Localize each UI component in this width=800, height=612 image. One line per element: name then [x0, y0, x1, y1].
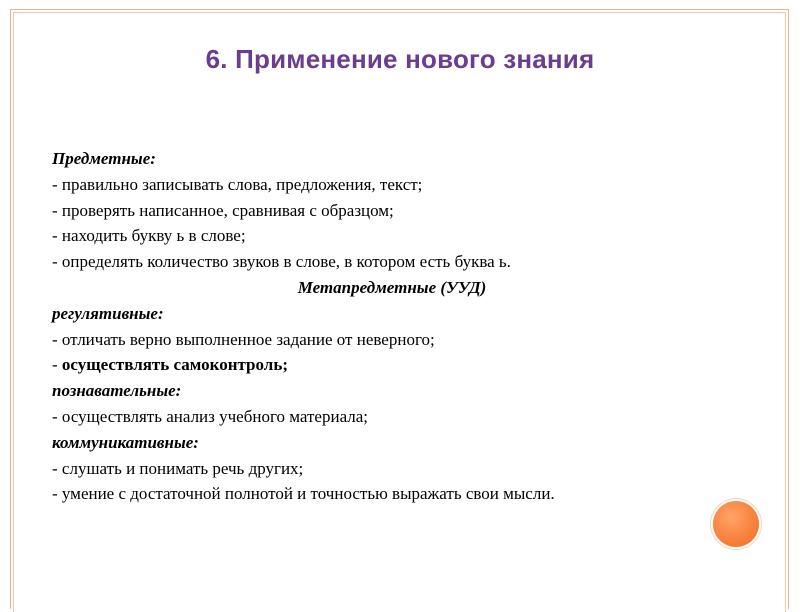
slide-body	[52, 146, 732, 507]
line-text: - слушать и понимать речь других;	[52, 458, 304, 478]
line-text: - правильно записывать слова, предложения, текст;	[52, 174, 423, 194]
line-text: - находить букву ь в слове;	[52, 226, 246, 246]
orange-circle-decoration	[713, 501, 759, 547]
text-line	[52, 172, 732, 198]
line-text: познавательные:	[52, 381, 182, 401]
line-prefix: -	[52, 355, 62, 375]
text-line	[52, 378, 732, 404]
line-text: - умение с достаточной полнотой и точностью выражать свои мысли.	[52, 484, 555, 504]
line-text: коммуникативные:	[52, 432, 199, 452]
line-text: - осуществлять анализ учебного материала;	[52, 406, 369, 426]
text-line	[52, 301, 732, 327]
line-text: Метапредметные (УУД)	[297, 277, 487, 297]
text-line	[52, 275, 732, 301]
line-text: регулятивные:	[52, 303, 164, 323]
text-line	[52, 223, 732, 249]
line-text: Предметные:	[52, 149, 156, 168]
text-line	[52, 430, 732, 456]
text-line	[52, 481, 732, 507]
line-text: - определять количество звуков в слове, в котором есть буква ь.	[52, 252, 511, 272]
text-line	[52, 249, 732, 275]
slide-title: 6. Применение нового знания	[205, 44, 595, 74]
text-line	[52, 404, 732, 430]
text-line	[52, 456, 732, 482]
line-text: - проверять написанное, сравнивая с образцом;	[52, 200, 394, 220]
text-line	[52, 146, 732, 172]
text-line	[52, 352, 732, 378]
text-line	[52, 198, 732, 224]
line-text: осуществлять самоконтроль;	[61, 355, 288, 375]
line-text: - отличать верно выполненное задание от неверного;	[52, 329, 435, 349]
text-line	[52, 327, 732, 353]
